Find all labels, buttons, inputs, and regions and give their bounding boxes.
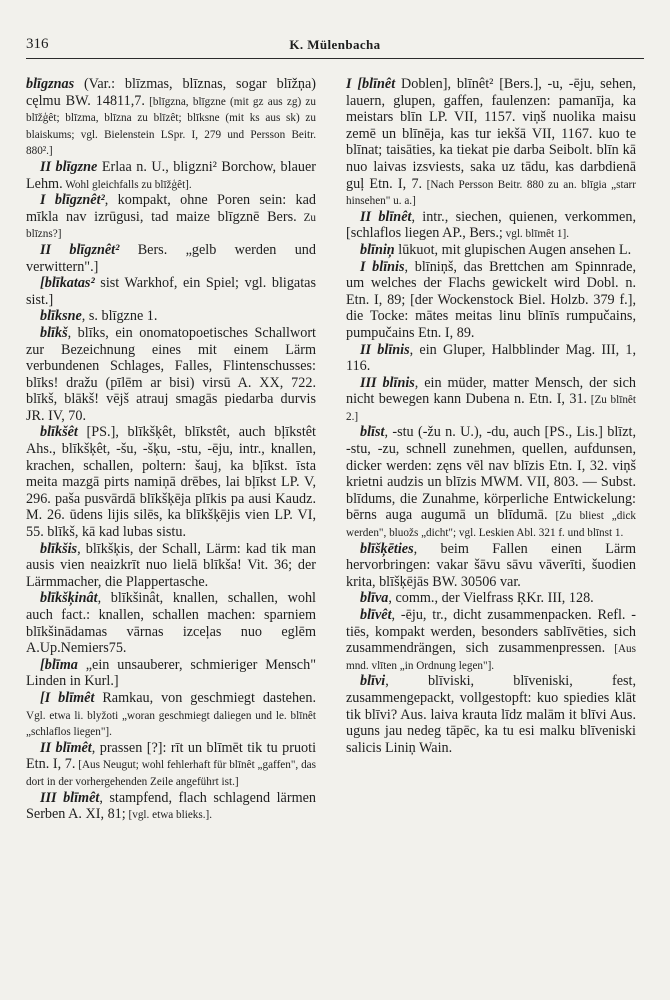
entry-note: [vgl. etwa blieks.]. bbox=[125, 809, 213, 822]
dictionary-entry bbox=[346, 375, 636, 425]
dictionary-entry bbox=[26, 690, 316, 740]
dictionary-entry bbox=[346, 209, 636, 242]
entry-text: , -stu (-žu n. U.), -du, auch [PS., Lis.] blīzt, -stu, -zu, schnell zunehmen, quellen, aufdunsen, dicker werden: zęns vēl nav blīzis Etn. I, 32. viņš krietni audzis un blīzis MWM. VII, 803. — Subst. blīdums, die Zunahme, körperliche Entwickelung: bērns auga augumā un blīdumā. bbox=[346, 424, 636, 524]
entry-text: , ein Gluper, Halbblinder Mag. III, 1, 116. bbox=[346, 341, 637, 375]
dictionary-entry bbox=[346, 607, 636, 673]
left-column bbox=[26, 76, 316, 823]
entry-headword: I blīnis bbox=[360, 258, 405, 275]
dictionary-entry bbox=[26, 657, 316, 690]
dictionary-entry bbox=[26, 159, 316, 192]
entry-text: , kompakt, ohne Poren sein: kad mīkla nav izrūgusi, tad maize blīgznē Bers. bbox=[26, 192, 316, 225]
entry-headword: II blīgznêt² bbox=[40, 241, 120, 258]
dictionary-entry bbox=[26, 242, 316, 275]
dictionary-entry bbox=[346, 673, 636, 756]
entry-headword: blīst bbox=[360, 424, 385, 441]
dictionary-entry bbox=[26, 590, 316, 656]
dictionary-entry bbox=[346, 590, 636, 607]
entry-text: , ein müder, matter Mensch, der sich nicht bewegen kann Dubena n. Etn. I, 31. bbox=[346, 374, 636, 408]
entry-headword: III blīnis bbox=[360, 374, 415, 391]
entry-text: , comm., der Vielfrass ŖKr. III, 128. bbox=[388, 590, 594, 607]
entry-note: [Aus mnd. vlīten „in Ordnung legen"]. bbox=[346, 643, 636, 672]
entry-headword: blīksne bbox=[40, 308, 82, 325]
entry-headword: I blīgznêt² bbox=[40, 192, 105, 209]
dictionary-entry bbox=[346, 541, 636, 591]
entry-text: lūkuot, mit glupischen Augen ansehen L. bbox=[394, 241, 632, 258]
entry-text: , prassen [?]: rīt un blīmēt tik tu pruoti Etn. I, 7. bbox=[26, 739, 317, 773]
entry-text: , blīkšķis, der Schall, Lärm: kad tik man ausis vien neaizkrīt nuo lielā blīkša! Vit. 36; der Lärmmacher, die Plappertasche. bbox=[26, 540, 316, 590]
entry-headword: [blīma bbox=[40, 656, 78, 673]
entry-text: „ein unsauberer, schmieriger Mensch" Linden in Kurl.] bbox=[26, 656, 316, 690]
dictionary-entry bbox=[346, 342, 636, 375]
dictionary-entry bbox=[26, 740, 316, 790]
entry-headword: blīkšêt bbox=[40, 424, 78, 441]
running-title: K. Mülenbacha bbox=[289, 37, 381, 52]
page-number: 316 bbox=[26, 36, 49, 52]
dictionary-entry bbox=[26, 76, 316, 159]
entry-headword: II blīnêt bbox=[360, 208, 412, 225]
entry-note: Vgl. etwa li. blyžoti „woran geschmiegt daliegen und le. blīnêt „schlaflos liegen"]. bbox=[26, 709, 316, 739]
entry-note: [blīgzna, blīgzne (mit gz aus zg) zu blīžģêt; blīzma, blīzna zu blīzêt; blīksne (mit ks aus sk) zu blaiskums; vgl. Bielenstein LSpr. I, 279 und Persson Beitr. 880².] bbox=[26, 95, 316, 158]
entry-text: , intr., siechen, quienen, verkommen, [schlaflos liegen AP., Bers.; bbox=[346, 208, 636, 242]
entry-text: , stampfend, flach schlagend lärmen Serben A. XI, 81; bbox=[26, 789, 316, 823]
entry-text: Erlaa n. U., bligzni² Borchow, blauer Lehm. bbox=[26, 158, 316, 192]
dictionary-entry bbox=[26, 541, 316, 591]
dictionary-entry bbox=[26, 424, 316, 540]
entry-note: Zu blīzns?] bbox=[26, 211, 316, 241]
dictionary-entry bbox=[26, 275, 316, 308]
entry-text: , blīniņš, das Brettchen am Spinnrade, um welches der Flachs gewickelt wird Dobl. n. Etn. I, 89; [der Wockenstock Biel. Holzb. 379 f.], die Tocke: mātes meitas linu blīnīs rumpučains, pumpučains Etn. I, 89. bbox=[346, 258, 636, 341]
entry-text: Ramkau, von geschmiegt dastehen. bbox=[94, 689, 317, 706]
entry-text: (Var.: blīzmas, blīznas, sogar blīžņa) cęlmu BW. 14811,7. bbox=[26, 76, 316, 109]
entry-headword: I [blīnêt bbox=[346, 76, 396, 92]
entry-note: [Zu bliest „dick werden", bluožs „dicht"; vgl. Leskien Abl. 321 f. und blīnst 1. bbox=[346, 510, 636, 540]
entry-headword: II blīgzne bbox=[40, 158, 98, 175]
dictionary-entry bbox=[26, 192, 316, 242]
dictionary-entry bbox=[26, 325, 316, 425]
entry-headword: blīvêt bbox=[360, 607, 392, 623]
entry-headword: [blīkatas² bbox=[40, 275, 95, 292]
entry-headword: II blīmêt bbox=[40, 739, 92, 756]
entry-text: [PS.], blīkšķêt, blīkstêt, auch bļīkstêt Ahs., blīkšķêt, -šu, -šķu, -stu, -ēju, intr., knallen, krachen, schallen, poltern: šauj, ka bļīkst. īsta meita mazgā pirts namiņā drēbes, lai bļīkst LP. V, 296. paša pusvārdā blīkšķēja plīkis pa ausi Kaudz. M. 26. ūdens lijis silēs, ka blīkšķējis vien LP. VI, 55. blīkš, kā kad lubas sistu. bbox=[26, 424, 316, 541]
entry-text: Bers. „gelb werden und verwittern".] bbox=[26, 241, 316, 275]
entry-note: [Aus Neugut; wohl fehlerhaft für blīnêt „gaffen", das dort in der vorhergehenden Zeile angeführt ist.] bbox=[26, 759, 316, 788]
dictionary-entry bbox=[346, 259, 636, 342]
entry-text: , -ēju, tr., dicht zusammenpacken. Refl. -tiēs, kompakt werden, besonders sablīvēties, sich zusammendrängen, sich zusammenpressen. bbox=[346, 607, 636, 657]
dictionary-entry bbox=[346, 242, 636, 259]
entry-note: [Nach Persson Beitr. 880 zu an. blīgia „starr hinsehen" u. a.] bbox=[346, 178, 636, 208]
entry-headword: blīgznas bbox=[26, 76, 75, 92]
dictionary-entry bbox=[26, 308, 316, 325]
dictionary-entry bbox=[346, 424, 636, 540]
entry-text: sist Warkhof, ein Spiel; vgl. bligatas sist.] bbox=[26, 275, 316, 308]
entry-note: Wohl gleichfalls zu blīžģêt]. bbox=[62, 178, 192, 191]
right-column bbox=[346, 76, 636, 756]
entry-note: [Zu blīnêt 2.] bbox=[346, 394, 636, 423]
dictionary-entry bbox=[346, 76, 636, 209]
entry-headword: blīniņ bbox=[360, 241, 395, 258]
entry-headword: II blīnis bbox=[360, 341, 410, 358]
entry-note: vgl. blīmêt 1]. bbox=[502, 228, 570, 241]
dictionary-entry bbox=[26, 790, 316, 823]
entry-headword: blīkšķinât bbox=[40, 590, 98, 607]
entry-headword: blīšķēties bbox=[360, 540, 414, 557]
entry-headword: [I blīmêt bbox=[40, 689, 95, 706]
entry-headword: blīvi bbox=[360, 673, 386, 690]
entry-text: , beim Fallen einen Lärm hervorbringen: vakar šāvu sāvu vāverīti, šuodien krita, blīšķējās BW. 30506 var. bbox=[346, 540, 636, 590]
page-header bbox=[26, 36, 644, 59]
entry-text: Doblen], blīnêt² [Bers.], -u, -ēju, sehen, lauern, glupen, gaffen, faulenzen: pamanīja, ka meistars blīn LP. VII, 1157. viņš nuolika maisu zemē un blīnēja, kas tur iekšā VII, 1167. kuo te blīnat; taisāties, ka tiekat pie darba Seibolt. blīn kā nuo laivas izsviests, saka uz tādu, kas darbdienā guļ Etn. I, 7. bbox=[346, 76, 637, 192]
entry-headword: blīkš bbox=[40, 324, 68, 341]
entry-headword: III blīmêt bbox=[40, 789, 100, 806]
entry-headword: blīva bbox=[360, 590, 389, 607]
entry-text: , s. blīgzne 1. bbox=[81, 308, 158, 325]
entry-headword: blīkšis bbox=[40, 540, 78, 557]
entry-text: , blīviski, blīveniski, fest, zusammengepackt, vollgestopft: kuo spiedies klāt tik blīvi? Aus. laiva krauta līdz malām it blīvi Aus. uguns jau nedeg tāpēc, ka tu esi malku blīveniski salicis Liniņ Wain. bbox=[346, 673, 636, 756]
entry-text: , blīkšinât, knallen, schallen, wohl auch fact.: knallen, schallen machen: sparniem blīkšinādamas vārnas izceļas nuo eglēm A.Up.Nemiers75. bbox=[26, 590, 316, 657]
entry-text: , blīks, ein onomatopoetisches Schallwort zur Bezeichnung eines mit einem Lärm verbundenen Schlages, Falles, Flintenschusses: blīks! dražu (pīlēm ar bisi) virsū A. XX, 722. blīkš, blākš! vējš atrauj smagās piedarba durvis JR. IV, 70. bbox=[26, 324, 316, 424]
